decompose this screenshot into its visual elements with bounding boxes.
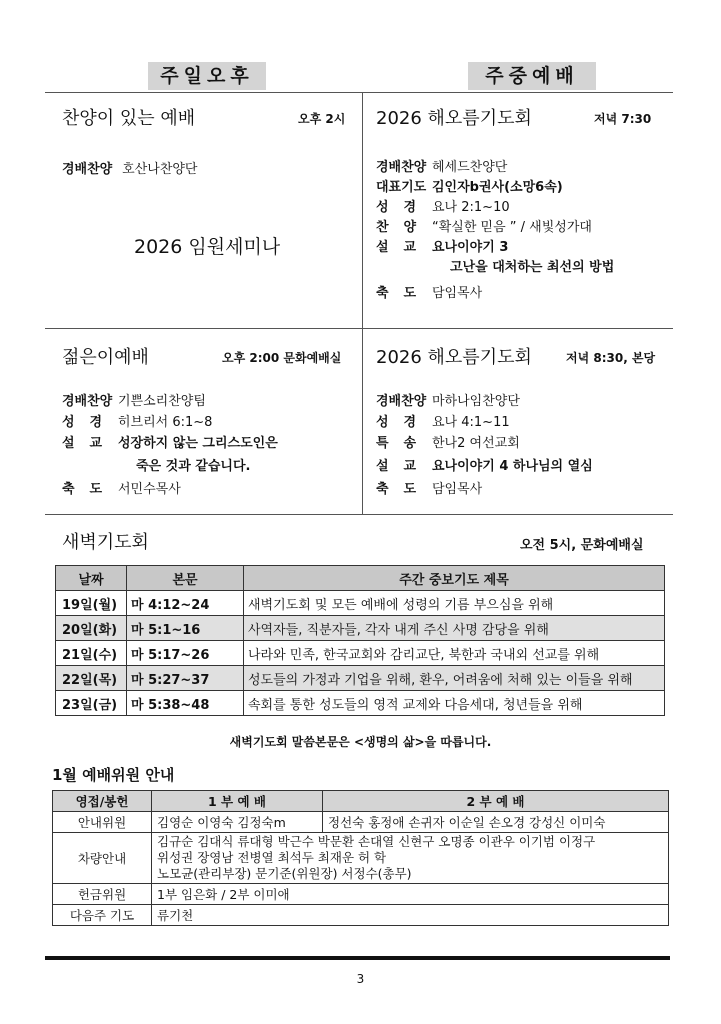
panel4-row: 축도담임목사: [376, 482, 483, 497]
panel3-row: 성경히브리서 6:1~8: [62, 415, 213, 430]
panel3-row: 설교성장하지 않는 그리스도인은: [62, 436, 278, 451]
table-row: 22일(목) 마 5:27~37 성도들의 가정과 기업을 위해, 환우, 어려움에 처해 있는 이들을 위해: [56, 666, 665, 691]
col-header: 주간 중보기도 제목: [244, 566, 665, 591]
header-weekday: 주중예배: [468, 62, 596, 90]
panel4-row: 경배찬양 마하나임찬양단: [376, 394, 520, 409]
table-header-row: [56, 566, 665, 591]
table-row: 23일(금) 마 5:38~48 속회를 통한 성도들의 영적 교제와 다음세대, 청년들을 위해: [56, 691, 665, 716]
col-header: 날짜: [56, 566, 127, 591]
col-header: 1 부 예 배: [152, 791, 323, 812]
col-header: 2 부 예 배: [323, 791, 669, 812]
col-header: 영접/봉헌: [53, 791, 152, 812]
panel2-row: 대표기도 김인자b권사(소망6속): [376, 180, 563, 195]
page-number: 3: [356, 972, 365, 986]
panel4-row: 특송한나2 여선교회: [376, 436, 520, 451]
table-row: 21일(수) 마 5:17~26 나라와 민족, 한국교회와 감리교단, 북한과 국내외 선교를 위해: [56, 641, 665, 666]
panel4-row: 성경요나 4:1~11: [376, 415, 510, 430]
panel1-choir-label: 경배찬양: [62, 162, 113, 177]
panel1-event: 2026 임원세미나: [134, 236, 281, 258]
table-header-row: [53, 791, 669, 812]
table-row: 안내위원 김영순 이영숙 김정숙m 정선숙 홍정애 손귀자 이순일 손오경 강성신 이미숙: [53, 812, 669, 833]
panel2-row: 성경요나 2:1~10: [376, 200, 510, 215]
panel1-choir: 호산나찬양단: [122, 162, 198, 177]
panel1-choir-row: [62, 160, 198, 180]
panel3-row: 경배찬양 기쁜소리찬양팀: [62, 394, 206, 409]
panel2-title: 2026 해오름기도회: [376, 108, 532, 129]
car-line: 위성권 장영남 전병열 최석두 최재운 허 학: [157, 850, 387, 865]
footer-rule: [45, 956, 670, 960]
dawn-table: [55, 565, 665, 716]
panel3-time: 오후 2:00 문화예배실: [222, 351, 342, 365]
panel2-row: 경배찬양 헤세드찬양단: [376, 160, 508, 175]
panel2-row: 고난을 대처하는 최선의 방법: [450, 260, 615, 275]
table-row: 20일(화) 마 5:1~16 사역자들, 직분자들, 각자 내게 주신 사명 감당을 위해: [56, 616, 665, 641]
grid-divider: [362, 92, 363, 514]
dawn-title: 새벽기도회: [62, 532, 149, 553]
table-row: 다음주 기도 류기천: [53, 905, 669, 926]
header-afternoon: 주일오후: [148, 62, 266, 90]
panel4-time: 저녁 8:30, 본당: [566, 351, 656, 365]
table-row: 차량안내 김규순 김대식 류대형 박근수 박문환 손대열 신현구 오명종 이관우 이기범 이정구 위성권 장영남 전병열 최석두 최재운 허 학 노모균(관리부장) 문기준(위원장) 서정수(총무): [53, 833, 669, 884]
grid-mid-line: [45, 328, 673, 329]
panel1-time: 오후 2시: [298, 112, 346, 126]
table-row: 헌금위원 1부 임은화 / 2부 이미애: [53, 884, 669, 905]
dawn-note: 새벽기도회 말씀본문은 <생명의 삶>을 따릅니다.: [229, 735, 492, 749]
panel2-row: 축도담임목사: [376, 286, 483, 301]
panel3-row: 죽은 것과 같습니다.: [136, 459, 251, 474]
car-line: 김규순 김대식 류대형 박근수 박문환 손대열 신현구 오명종 이관우 이기범 이정구: [157, 834, 596, 849]
grid-bottom-line: [45, 514, 673, 515]
panel2-time: 저녁 7:30: [594, 112, 652, 126]
panel3-title: 젊은이예배: [62, 347, 149, 368]
car-line: 노모균(관리부장) 문기준(위원장) 서정수(총무): [157, 866, 412, 881]
panel4-title: 2026 해오름기도회: [376, 347, 532, 368]
panel4-row: 설교요나이야기 4 하나님의 열심: [376, 459, 593, 474]
panel2-row: 찬양“확실한 믿음 ” / 새빛성가대: [376, 220, 592, 235]
panel2-row: 설교요나이야기 3: [376, 240, 509, 255]
table-row: 19일(월) 마 4:12~24 새벽기도회 및 모든 예배에 성령의 기름 부으심을 위해: [56, 591, 665, 616]
grid-top-line: [45, 92, 673, 93]
dawn-time: 오전 5시, 문화예배실: [520, 538, 644, 553]
panel1-title: 찬양이 있는 예배: [62, 108, 196, 129]
col-header: 본문: [127, 566, 244, 591]
servants-title: 1월 예배위원 안내: [52, 766, 175, 784]
panel3-row: 축도서민수목사: [62, 482, 181, 497]
servants-table: [52, 790, 669, 926]
